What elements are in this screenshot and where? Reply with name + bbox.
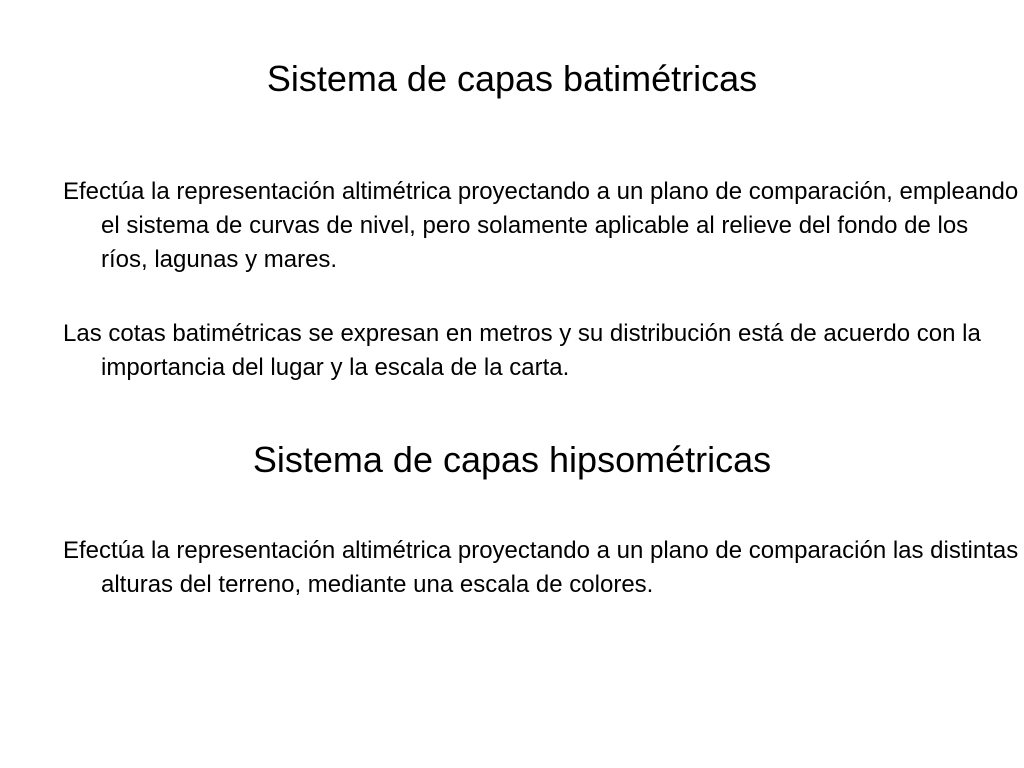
- paragraph-hipsometricas-definition: Efectúa la representación altimétrica proyectando a un plano de comparación las distintas alturas del terreno, mediante una escala de colores.: [63, 537, 1019, 598]
- section-title-hipsometricas: Sistema de capas hipsométricas: [252, 439, 772, 480]
- paragraph-batimetricas-cotas: Las cotas batimétricas se expresan en metros y su distribución está de acuerdo con la importancia del lugar y la escala de la carta.: [63, 320, 981, 381]
- paragraph-batimetricas-definition: Efectúa la representación altimétrica proyectando a un plano de comparación, empleando el sistema de curvas de nivel, pero solamente aplicable al relieve del fondo de los ríos, lagunas y mares.: [63, 178, 1019, 273]
- section-title-batimetricas: Sistema de capas batimétricas: [266, 58, 758, 99]
